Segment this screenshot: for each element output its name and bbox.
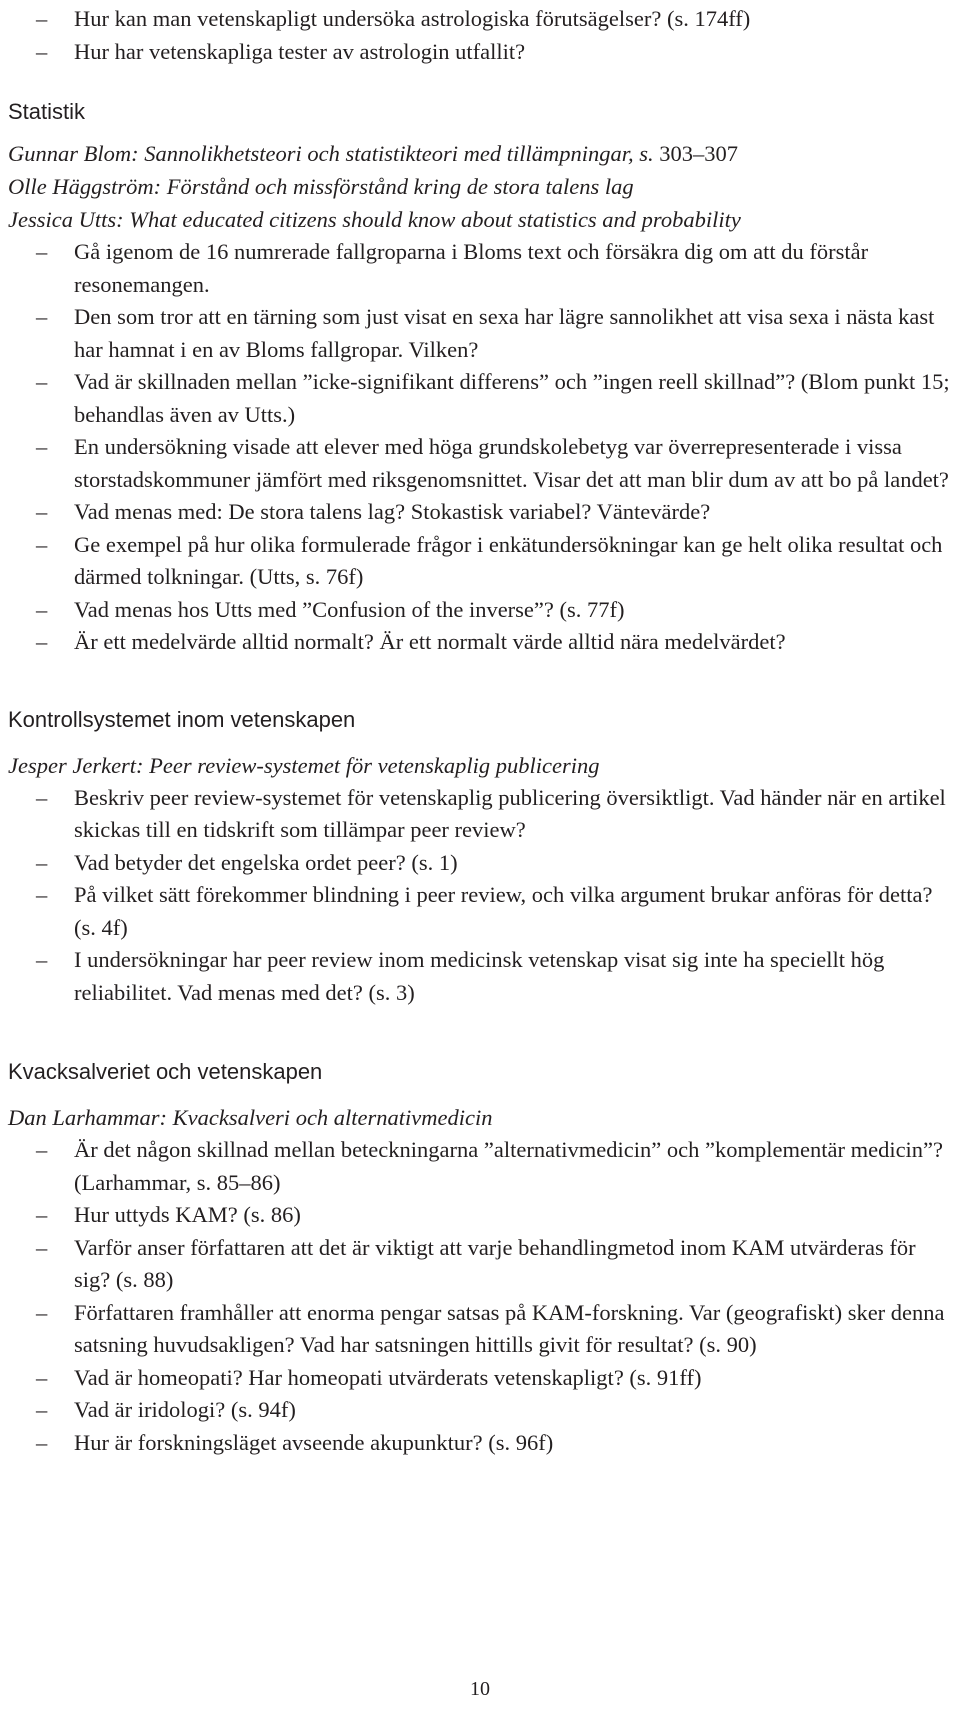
question-text: Ge exempel på hur olika formulerade frågor i enkätundersökningar kan ge helt olika resultat och därmed tolkningar. (Utts, s. 76f) [74,531,943,589]
question-text: Hur har vetenskapliga tester av astrologin utfallit? [74,38,526,64]
reference-pages: 303–307 [653,141,738,166]
dash-marker: – [36,531,48,557]
question-text: Vad menas med: De stora talens lag? Stokastisk variabel? Väntevärde? [74,499,711,524]
reading-reference: Gunnar Blom: Sannolikhetsteori och statistikteori med tillämpningar, s. 303–307 [8,141,738,166]
dash-marker: – [36,629,48,654]
question-item [8,1232,953,1297]
question-item [8,529,953,594]
question-item [8,496,953,529]
dash-marker: – [36,1364,48,1390]
question-item [8,1134,953,1199]
question-text: Hur är forskningsläget avseende akupunktur? (s. 96f) [74,1429,554,1455]
dash-marker: – [36,304,48,329]
question-item [8,847,953,880]
question-item [8,1297,953,1362]
question-text: Författaren framhåller att enorma pengar satsas på KAM-forskning. Var (geografiskt) sker denna satsning huvudsakligen? Vad har satsningen hittills givit för resultat? (s. 90) [74,1299,945,1357]
section-heading-kontrollsystemet: Kontrollsystemet inom vetenskapen [8,706,356,732]
dash-marker: – [36,6,48,31]
dash-marker: – [36,882,48,907]
question-text: Varför anser författaren att det är viktigt att varje behandlingmetod inom KAM utvärderas för sig? (s. 88) [74,1234,916,1292]
reading-reference: Olle Häggström: Förstånd och missförstånd kring de stora talens lag [8,174,634,199]
section-heading-statistik: Statistik [8,99,86,124]
question-text: Beskriv peer review-systemet för vetenskaplig publicering översiktligt. Vad händer när en artikel skickas till en tidskrift som tillämpar peer review? [74,784,946,842]
question-text: Vad är homeopati? Har homeopati utvärderats vetenskapligt? (s. 91ff) [74,1364,702,1390]
dash-marker: – [36,369,48,394]
question-item [8,36,953,69]
question-text: Är ett medelvärde alltid normalt? Är ett normalt värde alltid nära medelvärdet? [74,629,786,654]
question-item [8,782,953,847]
question-item [8,879,953,944]
question-item [8,1394,953,1427]
question-text: På vilket sätt förekommer blindning i peer review, och vilka argument brukar anföras för detta? (s. 4f) [74,882,933,940]
question-item [8,626,953,659]
reading-reference: Jessica Utts: What educated citizens should know about statistics and probability [8,207,741,232]
dash-marker: – [36,784,48,810]
reading-reference: Jesper Jerkert: Peer review-systemet för vetenskaplig publicering [8,752,600,778]
question-text: En undersökning visade att elever med höga grundskolebetyg var överrepresenterade i vissa storstadskommuner jämfört med riksgenomsnittet. Visar det att man blir dum av att bo på landet? [74,434,949,492]
question-text: Gå igenom de 16 numrerade fallgroparna i Bloms text och försäkra dig om att du förstår resonemangen. [74,239,869,297]
question-item [8,944,953,1009]
dash-marker: – [36,1429,48,1455]
dash-marker: – [36,1234,48,1260]
question-item [8,1427,953,1460]
dash-marker: – [36,434,48,459]
question-text: Hur uttyds KAM? (s. 86) [74,1202,301,1227]
question-item [8,3,953,36]
dash-marker: – [36,596,48,622]
dash-marker: – [36,239,48,264]
dash-marker: – [36,499,48,524]
question-text: Vad är iridologi? (s. 94f) [74,1397,296,1422]
question-text: Den som tror att en tärning som just visat en sexa har lägre sannolikhet att visa sexa i nästa kast har hamnat i en av Bloms fallgropar. Vilken? [74,304,935,362]
dash-marker: – [36,38,48,64]
dash-marker: – [36,1397,48,1422]
question-text: Vad betyder det engelska ordet peer? (s. 1) [74,849,458,875]
dash-marker: – [36,849,48,875]
document-page [8,0,953,1459]
reading-reference: Dan Larhammar: Kvacksalveri och alternativmedicin [8,1105,493,1130]
question-item [8,236,953,301]
question-text: Är det någon skillnad mellan beteckningarna ”alternativmedicin” och ”komplementär medicin”? (Larhammar, s. 85–86) [74,1137,944,1195]
section-heading-kvacksalveriet: Kvacksalveriet och vetenskapen [8,1059,323,1084]
dash-marker: – [36,947,48,972]
question-item [8,301,953,366]
question-item [8,594,953,627]
dash-marker: – [36,1202,48,1227]
question-item [8,366,953,431]
question-text: Vad är skillnaden mellan ”icke-signifikant differens” och ”ingen reell skillnad”? (Blom punkt 15; behandlas även av Utts.) [74,369,950,427]
dash-marker: – [36,1299,48,1325]
question-item [8,1362,953,1395]
page-number: 10 [470,1678,490,1700]
question-text: I undersökningar har peer review inom medicinsk vetenskap visat sig inte ha speciellt hög reliabilitet. Vad menas med det? (s. 3) [74,947,885,1005]
question-text: Vad menas hos Utts med ”Confusion of the inverse”? (s. 77f) [74,596,625,622]
dash-marker: – [36,1137,48,1162]
question-item [8,431,953,496]
question-item [8,1199,953,1232]
question-text: Hur kan man vetenskapligt undersöka astrologiska förutsägelser? (s. 174ff) [74,6,751,31]
